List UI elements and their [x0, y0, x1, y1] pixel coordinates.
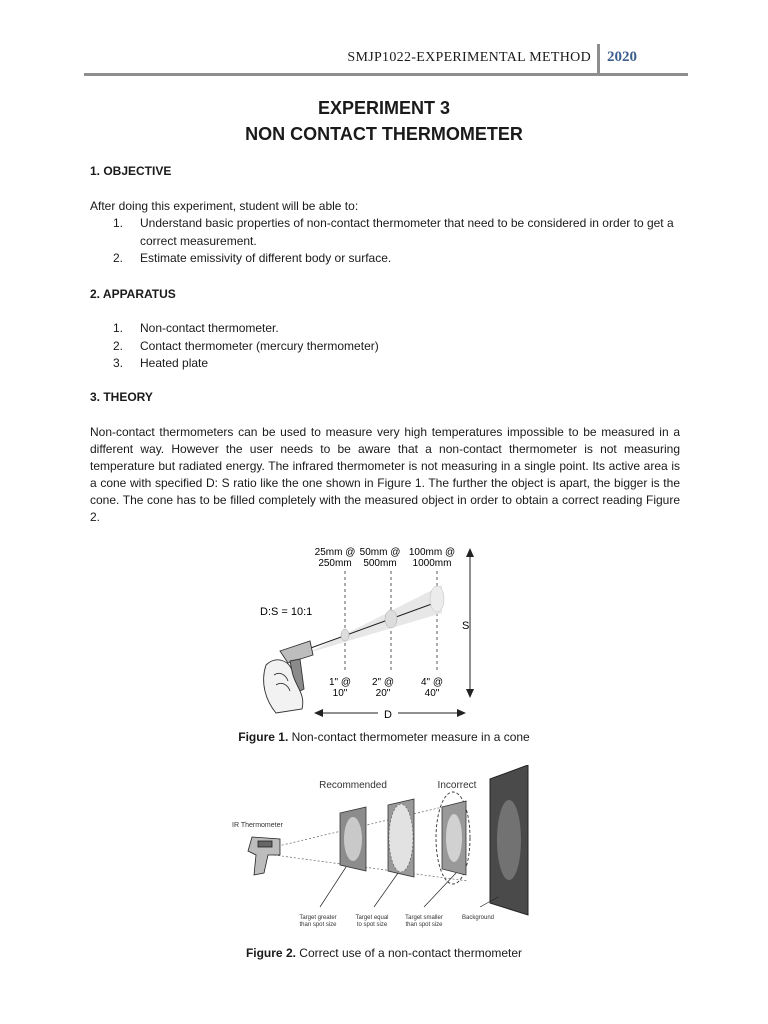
objective-intro: After doing this experiment, student will be able to:: [90, 199, 359, 213]
fig1-top-label-3b: 1000mm: [412, 558, 452, 569]
figure-1-diagram: [230, 543, 510, 725]
fig1-cone: [308, 585, 442, 653]
fig2-cone-edge: [274, 855, 468, 881]
figure-2-caption: Figure 2. Correct use of a non-contact thermometer: [245, 946, 523, 960]
experiment-title: EXPERIMENT 3: [317, 98, 451, 118]
fig1-top-label-3a: 100mm @: [408, 547, 456, 558]
objective-list: [113, 215, 680, 268]
objective-heading: 1. OBJECTIVE: [90, 164, 172, 178]
fig2-target-label: than spot size: [405, 922, 443, 928]
fig2-background-plate: [490, 765, 528, 915]
fig1-top-label-1a: 25mm @: [314, 547, 356, 558]
fig2-target-label: Background: [461, 915, 495, 921]
fig1-d-arrow: [314, 709, 323, 717]
fig2-target-label: to spot size: [356, 922, 388, 928]
list-item: 2. Contact thermometer (mercury thermometer): [113, 338, 379, 353]
list-item: 1. Understand basic properties of non-contact thermometer that need to be considered in order to get a correct measurement.: [113, 216, 674, 248]
fig1-top-label-2b: 500mm: [363, 558, 397, 569]
list-item: 3. Heated plate: [113, 356, 209, 370]
fig1-bottom-label-3b: 40": [424, 688, 440, 699]
fig2-target-equal: [388, 799, 414, 877]
apparatus-heading: 2. APPARATUS: [90, 287, 176, 301]
fig2-cone-edge: [274, 801, 468, 847]
fig2-device-label: IR Thermometer: [232, 822, 283, 829]
header-separator: [597, 44, 600, 74]
fig1-top-label-1b: 250mm: [318, 558, 352, 569]
theory-paragraph: Non-contact thermometers can be used to measure very high temperatures impossible to be measured in a different way. However the user needs to be aware that a non-contact thermometer is not measuring temperature but radiated energy. The infrared thermometer is not measuring in a single point. Its active area is a cone with specified D: S ratio like the one shown in Figure 1. The further the object is apart, the bigger is the cone. The cone has to be filled completely with the measured object in order to obtain a correct reading Figure 2.: [90, 425, 680, 524]
fig2-target-label: than spot size: [299, 922, 337, 928]
theory-heading: 3. THEORY: [90, 390, 153, 404]
course-header: SMJP1022-EXPERIMENTAL METHOD: [347, 50, 591, 65]
figure-1-caption: Figure 1. Non-contact thermometer measure in a cone: [238, 730, 530, 744]
figure-2-diagram: [228, 765, 548, 940]
fig1-ratio-label: D:S = 10:1: [260, 606, 313, 618]
fig1-bottom-label-3a: 4" @: [420, 677, 444, 688]
fig1-bottom-label-1b: 10": [332, 688, 348, 699]
fig2-target-label: Target smaller: [405, 915, 443, 921]
fig1-bottom-label-2a: 2" @: [371, 677, 395, 688]
apparatus-list: [113, 320, 673, 373]
fig2-ir-thermometer-icon: [248, 837, 280, 875]
fig1-d-label: D: [384, 709, 392, 721]
fig1-thermometer-hand: [264, 641, 313, 713]
fig2-target-label: Target equal: [355, 915, 389, 921]
fig2-target-smaller: [436, 792, 470, 884]
fig2-recommended-label: Recommended: [319, 780, 387, 791]
fig2-target-label: Target greater: [299, 915, 337, 921]
fig1-top-label-2a: 50mm @: [359, 547, 401, 558]
header-year: 2020: [607, 49, 637, 65]
fig2-target-greater: [340, 807, 366, 871]
fig1-bottom-label-1a: 1" @: [328, 677, 352, 688]
experiment-subtitle: NON CONTACT THERMOMETER: [245, 124, 523, 144]
fig1-s-label: S: [462, 620, 470, 632]
list-item: 2. Estimate emissivity of different body or surface.: [113, 251, 392, 265]
fig2-incorrect-label: Incorrect: [437, 780, 477, 791]
fig1-bottom-label-2b: 20": [375, 688, 391, 699]
fig1-beam-line: [308, 601, 440, 649]
list-item: 1. Non-contact thermometer.: [113, 321, 279, 335]
header-rule: [84, 73, 688, 76]
